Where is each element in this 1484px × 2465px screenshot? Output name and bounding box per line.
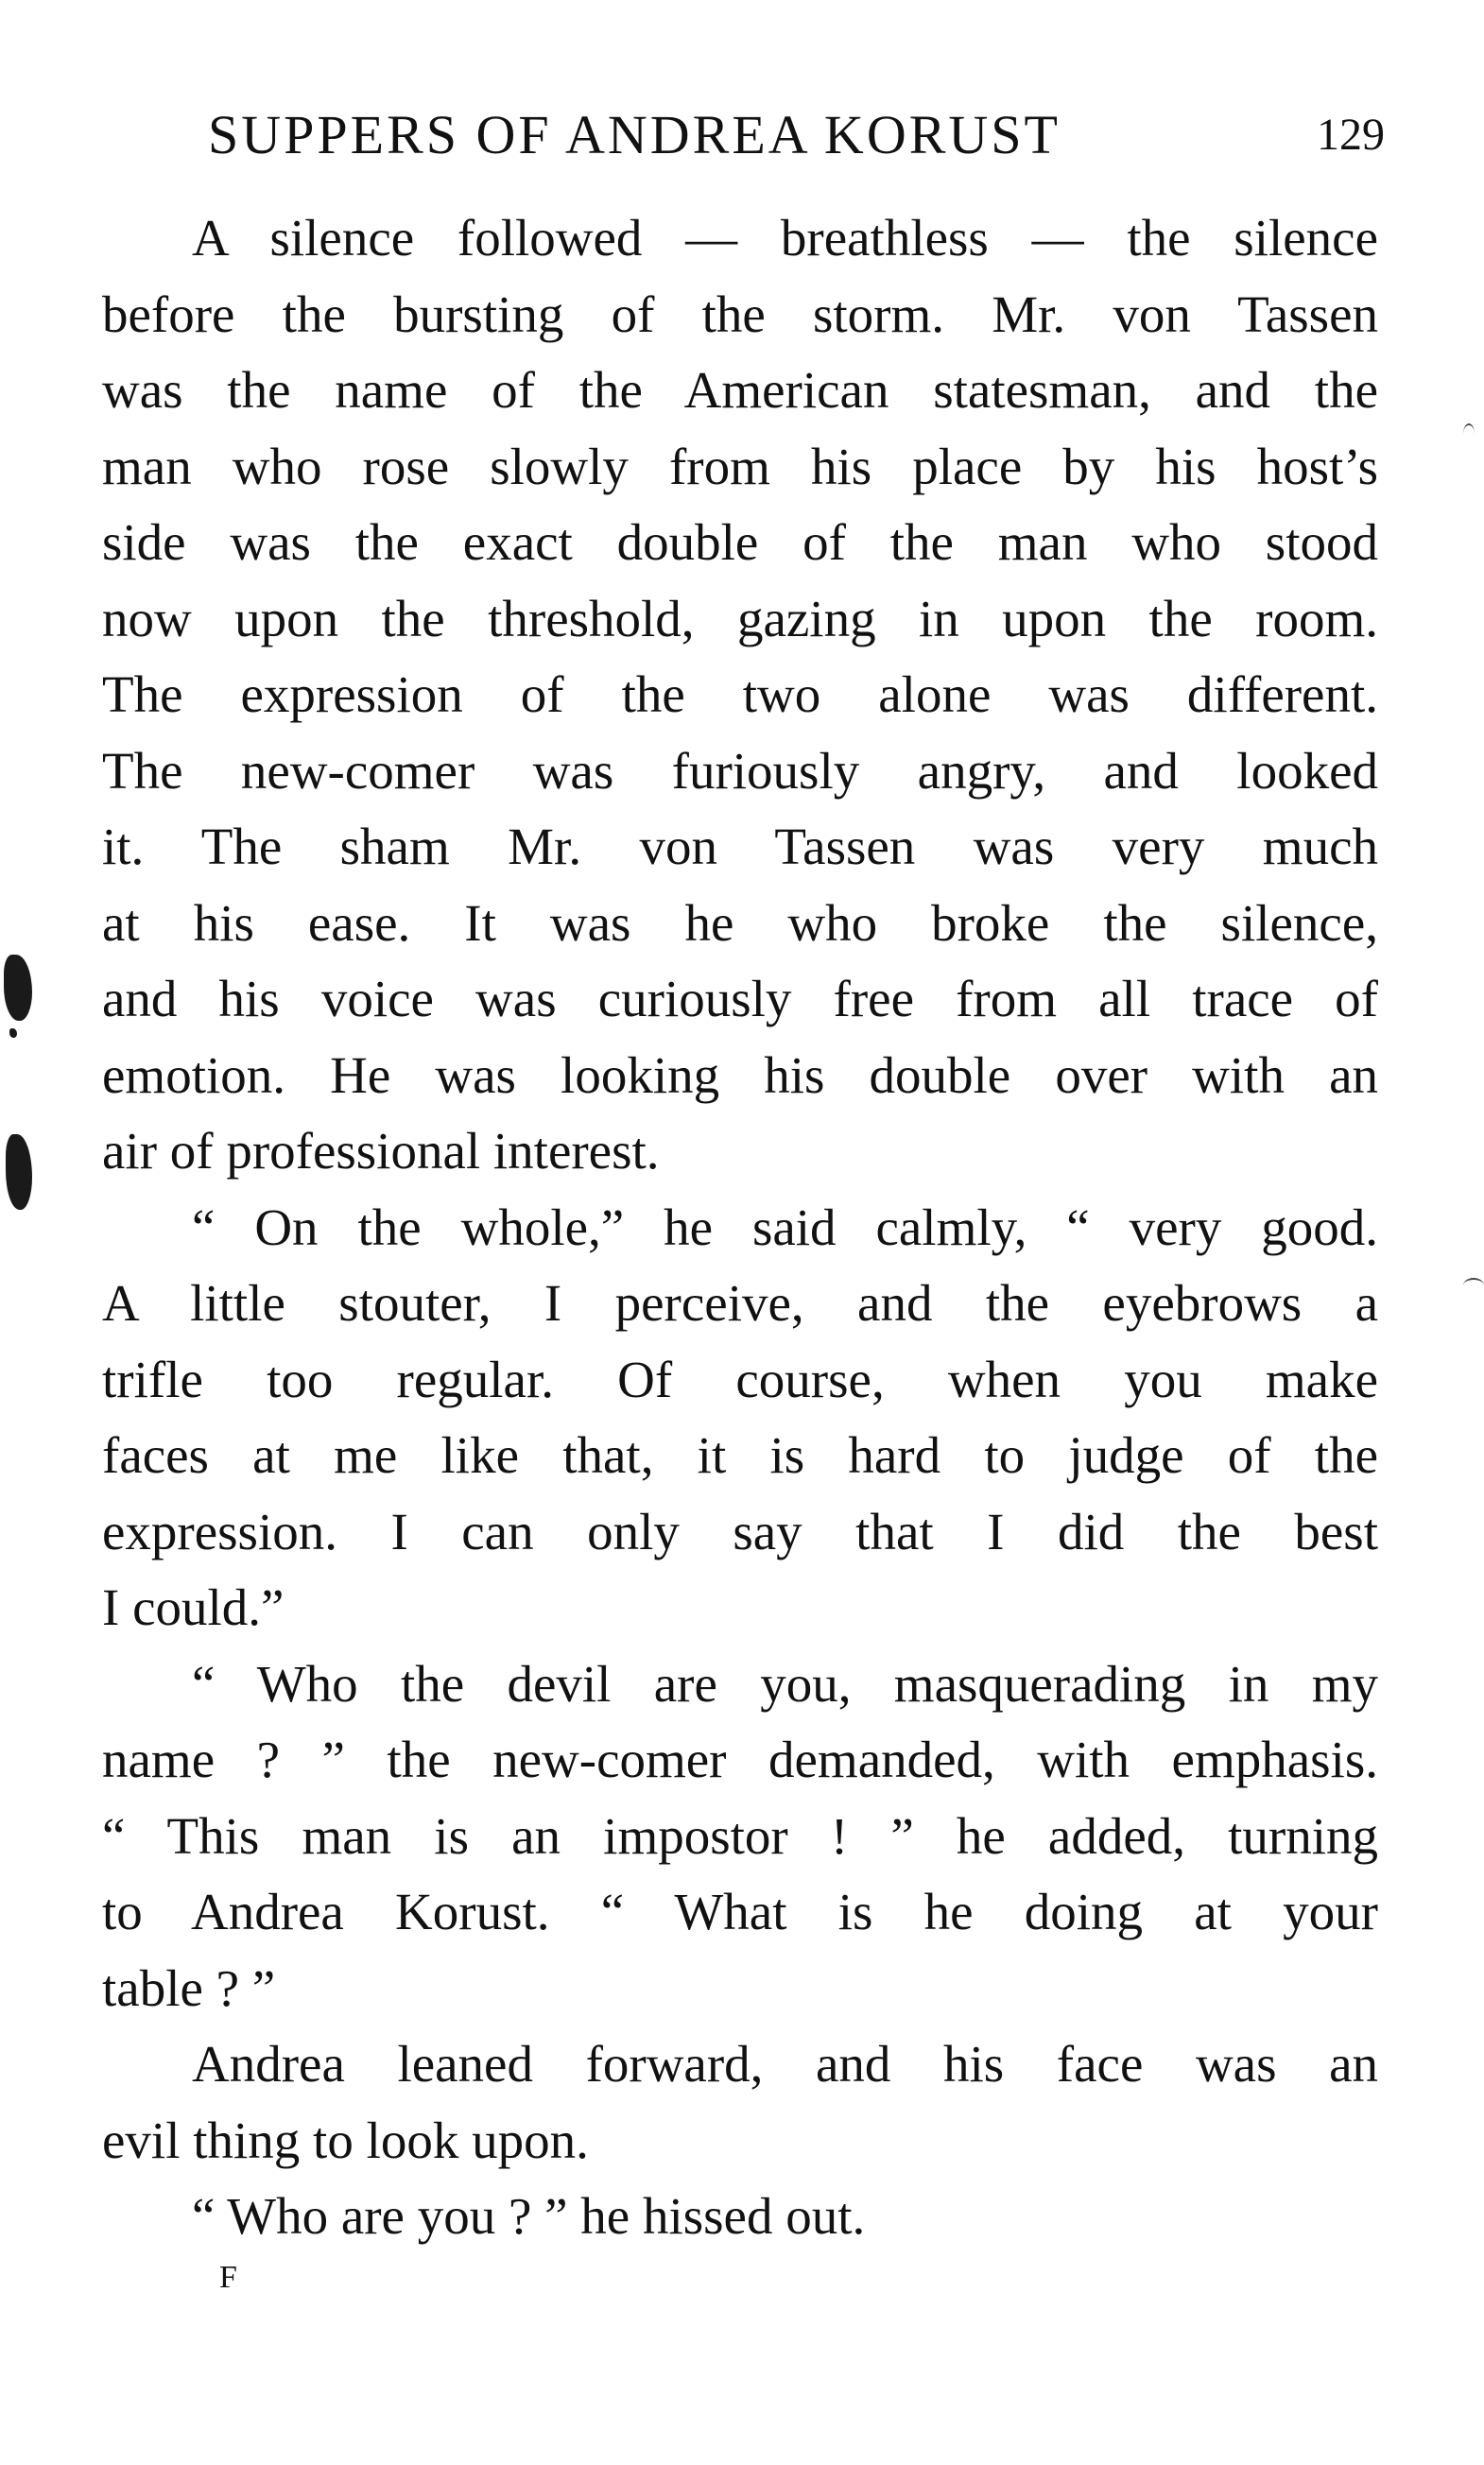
scan-speck: [1463, 423, 1475, 444]
text-line: evil thing to look upon.: [102, 2111, 589, 2169]
text-line: at his ease. It was he who broke the silence,: [102, 893, 1378, 952]
text-line: Andrea leaned forward, and his face was an: [192, 2035, 1378, 2093]
text-line: emotion. He was looking his double over with an: [102, 1045, 1378, 1104]
signature-mark: F: [219, 2260, 237, 2295]
text-line: side was the exact double of the man who stood: [102, 513, 1378, 571]
text-line: to Andrea Korust. “ What is he doing at your: [102, 1883, 1378, 1940]
text-line: trifle too regular. Of course, when you make: [102, 1350, 1378, 1408]
text-line: A little stouter, I perceive, and the eyebrows a: [102, 1274, 1378, 1332]
scan-speck: [1463, 1278, 1484, 1293]
text-line: man who rose slowly from his place by his host’s: [102, 437, 1378, 495]
text-line: and his voice was curiously free from all trace of: [102, 970, 1378, 1027]
text-line: faces at me like that, it is hard to judge of the: [102, 1426, 1378, 1484]
text-line: The expression of the two alone was different.: [102, 665, 1378, 723]
running-title: SUPPERS OF ANDREA KORUST: [208, 104, 1061, 165]
page-number: 129: [1317, 110, 1385, 160]
ink-smudge: [9, 1028, 17, 1038]
text-line: now upon the threshold, gazing in upon the room.: [102, 589, 1378, 647]
text-line: expression. I can only say that I did the best: [102, 1502, 1378, 1560]
text-line: “ Who are you ? ” he hissed out.: [192, 2187, 866, 2245]
text-line: was the name of the American statesman, and the: [102, 361, 1378, 419]
ink-smudge: [4, 955, 32, 1021]
text-line: “ On the whole,” he said calmly, “ very good.: [192, 1198, 1378, 1256]
text-line: name ? ” the new-comer demanded, with emphasis.: [102, 1731, 1378, 1788]
text-line: “ This man is an impostor ! ” he added, turning: [102, 1806, 1378, 1865]
body-text: [102, 200, 1378, 2255]
ink-smudge: [6, 1134, 32, 1210]
text-line: The new-comer was furiously angry, and looked: [102, 741, 1378, 800]
text-line: table ? ”: [102, 1958, 276, 2017]
text-line: before the bursting of the storm. Mr. von Tassen: [102, 284, 1378, 343]
text-line: it. The sham Mr. von Tassen was very much: [102, 818, 1378, 875]
running-head: [208, 102, 1385, 168]
text-line: “ Who the devil are you, masquerading in my: [192, 1654, 1378, 1713]
text-line: A silence followed — breathless — the silence: [192, 209, 1378, 267]
text-line: air of professional interest.: [102, 1122, 660, 1180]
text-line: I could.”: [102, 1578, 285, 1636]
